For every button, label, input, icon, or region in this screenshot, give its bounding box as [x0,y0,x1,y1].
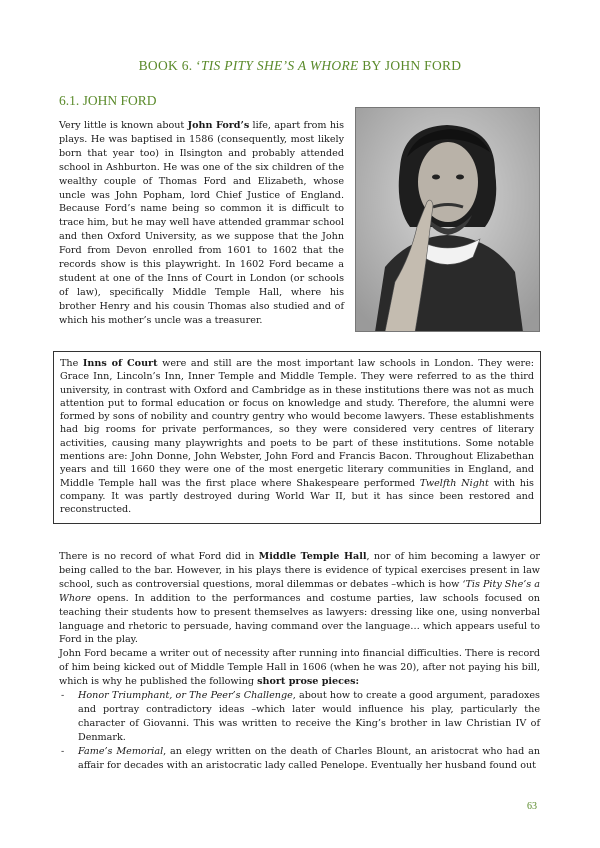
inns-of-court-box [53,351,541,524]
body-bold-term: Middle Temple Hall [258,551,367,562]
list-item [59,689,540,745]
intro-paragraph [59,119,344,328]
box-text: The [60,358,83,369]
john-ford-portrait [355,107,540,332]
prose-pieces-list [59,689,540,772]
body-text-run: , nor of him becoming a lawyer or being called to the bar. However, in his plays there is evidence of typical exercises present in law school, such as controversial questions, moral dilemmas or debates –which is how [59,551,540,590]
title-play-name: TIS PITY SHE’S A WHORE [200,58,359,73]
box-text: were and still are the most important law schools in London. They were: Grace Inn, Lincoln’s Inn, Inner Temple and Middle Temple. They were referred to as the third university, in contrast with Oxford and Cambridge as in these institutions there was not as much attention put to formal education or focus on knowledge and study. Therefore, the alumni were formed by sons of nobility and country gentry who would become lawyers. These establishments had big rooms for private performances, so they were considered very centres of literary activities, causing many playwrights and poets to be part of these institutions. Some notable mentions are: John Donne, John Webster, John Ford and Francis Bacon. Throughout Elizabethan years and till 1660 they were one of the most energetic literary communities in England, and Middle Temple hall was the first place where Shakespeare performed [60,358,534,489]
body-text-run: There is no record of what Ford did in [59,551,259,562]
list-item-title: Fame’s Memorial [78,745,164,757]
title-suffix: BY JOHN FORD [358,58,462,73]
body-text-run: opens. In addition to the performances and costume parties, law schools focused on teaching their students how to present themselves as lawyers: dressing like one, using nonverbal language and rhetoric to persuade, having command over the language… which appears useful to Ford in the play. [59,592,540,646]
page-title [0,58,600,74]
list-item-text: , an elegy written on the death of Charles Blount, an aristocrat who had an affair for decades with an aristocratic lady called Penelope. Eventually her husband found out [78,745,540,771]
body-paragraph [59,647,540,689]
page-number: 63 [527,801,537,812]
body-italic-title: ‘Tis Pity She’s a Whore [59,578,540,604]
section-heading: 6.1. JOHN FORD [59,93,157,108]
body-text [59,550,540,773]
bullet-dash: - [61,690,65,702]
box-italic-title: Twelfth Night [419,477,489,489]
portrait-right-eye [456,175,464,180]
box-bold-term: Inns of Court [82,358,158,369]
intro-text: life, apart from his plays. He was baptised in 1586 (consequently, most likely born that year too) in Ilsington and probably attended school in Ashburton. He was one of the six children of the wealthy couple of Thomas Ford and Elizabeth, whose uncle was John Popham, lord Chief Justice of England. Because Ford’s name being so common it is difficult to trace him, but he may well have attended grammar school and then Oxford University, as we suppose that the John Ford from Devon enrolled from 1601 to 1602 that the records show is this playwright. In 1602 Ford became a student at one of the Inns of Court in London (or schools of law), specifically Middle Temple Hall, where his brother Henry and his cousin Thomas also studied and of which his mother’s uncle was a treasurer. [59,120,344,326]
body-paragraph [59,550,540,647]
body-bold-term: short prose pieces: [257,676,360,688]
list-item [59,745,540,773]
intro-bold-name: John Ford’s [187,120,250,131]
portrait-left-eye [432,175,440,180]
body-text-run: John Ford became a writer out of necessity after running into financial difficulties. There is record of him being kicked out of Middle Temple Hall in 1606 (when he was 20), after not paying his bill, which is why he published the following [59,648,540,688]
list-item-text: , about how to create a good argument, paradoxes and portray contradictory ideas –which later would influence his play, particularly the character of Giovanni. This was written to receive the King’s brother in law Christian IV of Denmark. [78,690,540,743]
list-item-title: Honor Triumphant, or The Peer’s Challenge [78,690,293,702]
box-text: with his company. It was partly destroyed during World War II, but it has since been restored and reconstructed. [60,477,534,516]
bullet-dash: - [61,745,65,757]
intro-text: Very little is known about [59,120,188,131]
title-prefix: BOOK 6. ‘ [138,58,201,73]
